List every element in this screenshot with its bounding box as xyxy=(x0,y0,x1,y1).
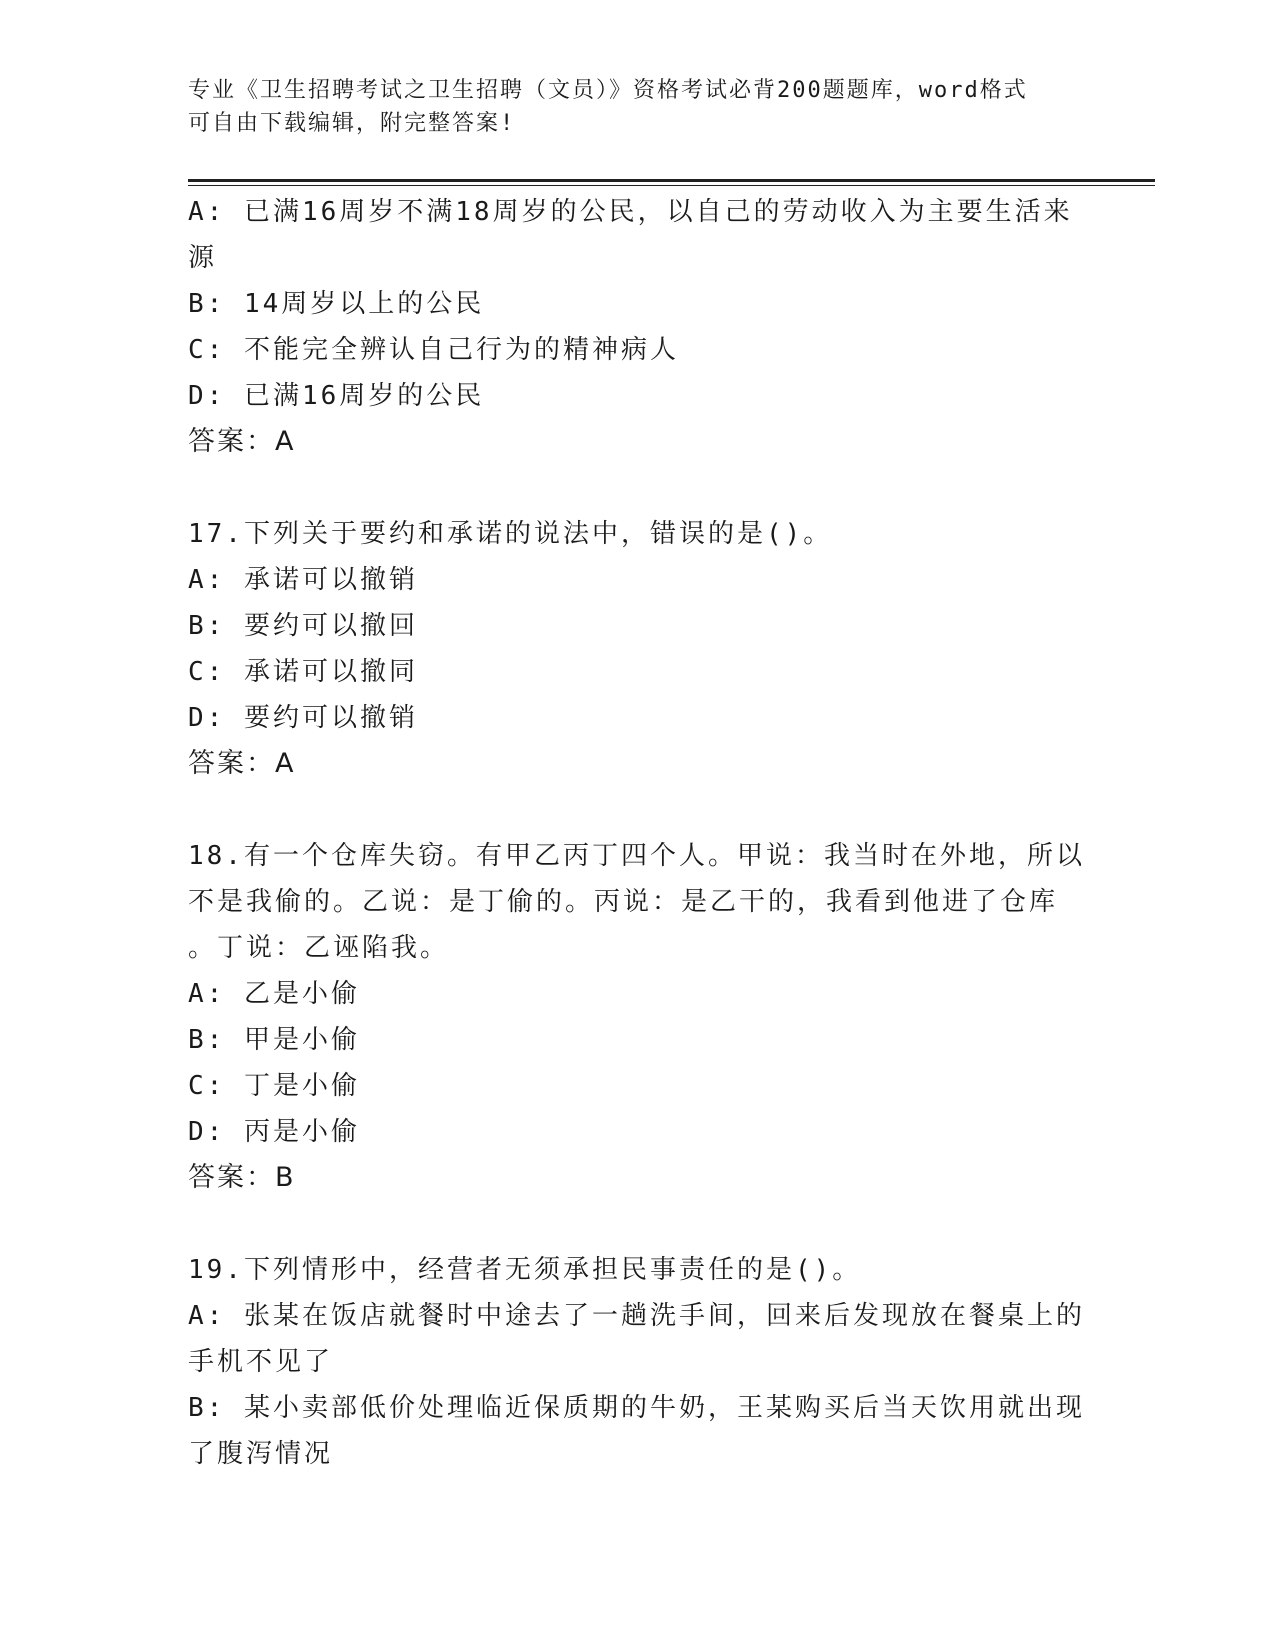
question-stem: 19.下列情形中，经营者无须承担民事责任的是()。 xyxy=(188,1255,862,1285)
question-16 xyxy=(188,189,1088,465)
header-line-1: 专业《卫生招聘考试之卫生招聘（文员）》资格考试必背200题题库，word格式 xyxy=(188,78,1028,103)
question-18 xyxy=(188,833,1088,1201)
option-a-line-1: A: 张某在饭店就餐时中途去了一趟洗手间，回来后发现放在餐桌上的 xyxy=(188,1301,1085,1331)
answer: 答案：A xyxy=(188,426,296,457)
option-a-line-2: 源 xyxy=(188,243,218,273)
question-spacer xyxy=(188,787,1088,833)
question-17 xyxy=(188,511,1088,787)
question-stem: 17.下列关于要约和承诺的说法中，错误的是()。 xyxy=(188,519,833,549)
question-stem-line-1: 18.有一个仓库失窃。有甲乙丙丁四个人。甲说：我当时在外地，所以 xyxy=(188,841,1085,871)
option-b: B: 甲是小偷 xyxy=(188,1025,360,1055)
option-b-line-2: 了腹泻情况 xyxy=(188,1439,334,1469)
header-line-2: 可自由下载编辑，附完整答案! xyxy=(188,111,516,136)
option-a: A: 承诺可以撤销 xyxy=(188,565,418,595)
option-a-line-1: A: 已满16周岁不满18周岁的公民，以自己的劳动收入为主要生活来 xyxy=(188,197,1073,227)
option-d: D: 已满16周岁的公民 xyxy=(188,381,485,411)
option-d: D: 要约可以撤销 xyxy=(188,703,418,733)
question-19 xyxy=(188,1247,1088,1477)
question-list xyxy=(188,189,1088,1477)
option-a: A: 乙是小偷 xyxy=(188,979,360,1009)
answer: 答案：B xyxy=(188,1162,296,1193)
option-c: C: 不能完全辨认自己行为的精神病人 xyxy=(188,335,679,365)
option-d: D: 丙是小偷 xyxy=(188,1117,360,1147)
question-spacer xyxy=(188,465,1088,511)
option-b: B: 要约可以撤回 xyxy=(188,611,418,641)
answer: 答案：A xyxy=(188,748,296,779)
option-c: C: 丁是小偷 xyxy=(188,1071,360,1101)
option-a-line-2: 手机不见了 xyxy=(188,1347,334,1377)
option-c: C: 承诺可以撤同 xyxy=(188,657,418,687)
header-rule-thick xyxy=(188,179,1155,182)
document-header xyxy=(188,74,1068,140)
option-b-line-1: B: 某小卖部低价处理临近保质期的牛奶，王某购买后当天饮用就出现 xyxy=(188,1393,1085,1423)
question-stem-line-3: 。丁说：乙诬陷我。 xyxy=(188,933,450,963)
header-rule-thin xyxy=(188,185,1155,186)
option-b: B: 14周岁以上的公民 xyxy=(188,289,485,319)
question-spacer xyxy=(188,1201,1088,1247)
question-stem-line-2: 不是我偷的。乙说：是丁偷的。丙说：是乙干的，我看到他进了仓库 xyxy=(188,887,1059,917)
